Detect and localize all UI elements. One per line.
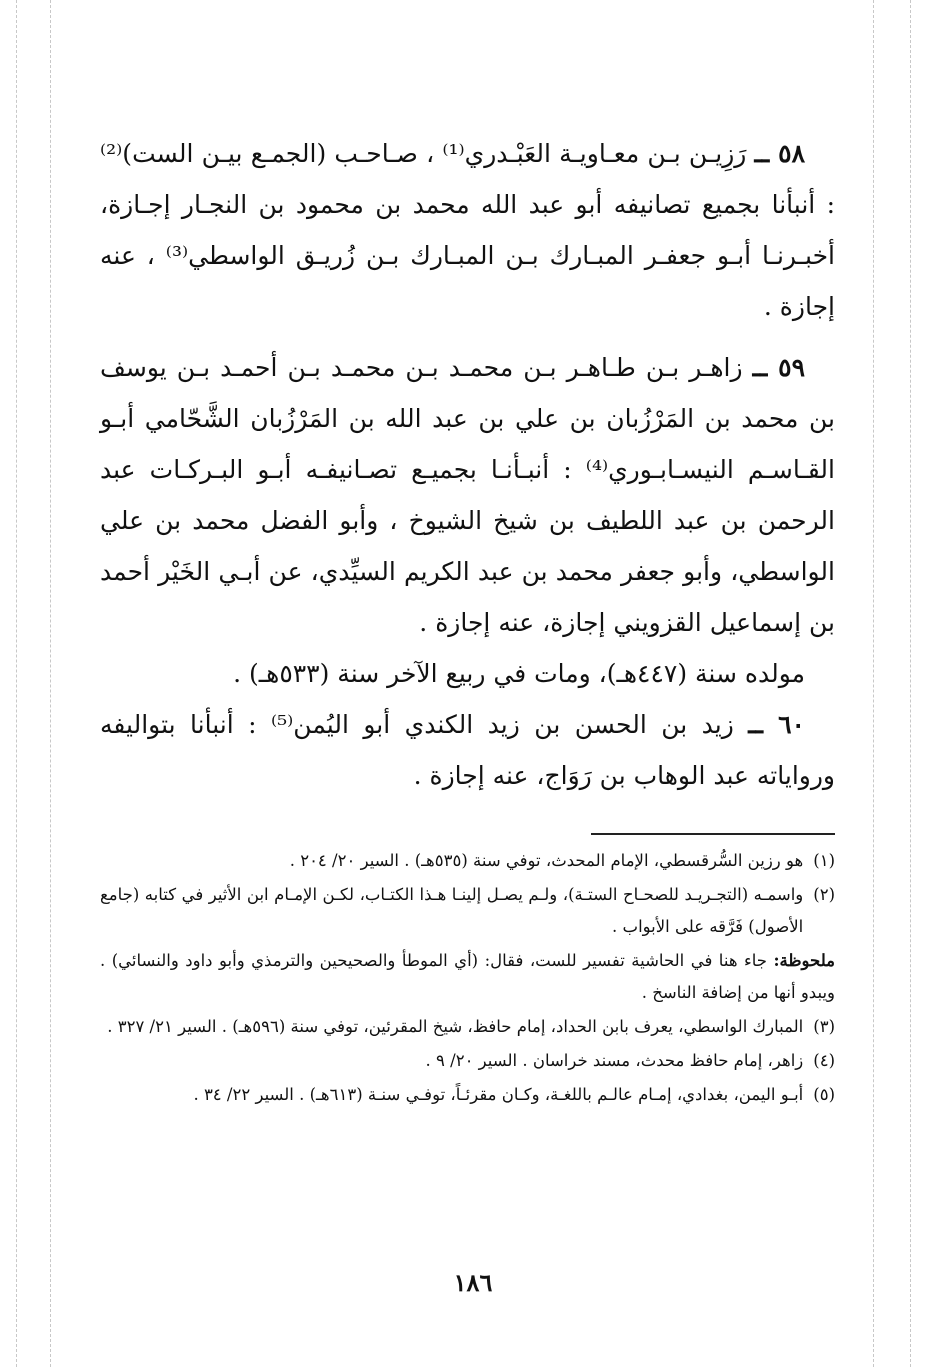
footnote-number: (٣) <box>813 1017 835 1036</box>
entry-number: ٥٩ ــ <box>752 353 805 382</box>
margin-guide-line <box>50 0 51 1367</box>
footnote-text: هو رزين السُّرقسطي، الإمام المحدث، توفي سنة (٥٣٥هـ) . السير ٢٠/ ٢٠٤ . <box>289 851 804 870</box>
main-text <box>100 128 835 801</box>
footnote-number: (٥) <box>813 1085 835 1104</box>
footnote-number: (١) <box>813 851 835 870</box>
footnote-text: واسمـه (التجـريـد للصحـاح الستـة)، ولـم يصـل إلينـا هـذا الكتـاب، لكـن الإمـام ابن الأثير في كتابه (جامع الأصول) فَرَّقه على الأبواب . <box>100 885 804 936</box>
editor-note <box>100 945 835 1009</box>
entry-60 <box>100 699 835 801</box>
footnote-number: (٢) <box>813 885 835 904</box>
margin-guide-line <box>873 0 874 1367</box>
entry-58 <box>100 128 835 332</box>
entry-text: مولده سنة (٤٤٧هـ)، ومات في ربيع الآخر سنة (٥٣٣هـ) . <box>233 659 805 688</box>
entry-number: ٥٨ ــ <box>754 139 805 168</box>
entry-number: ٦٠ ــ <box>748 710 805 739</box>
margin-guide-line <box>910 0 911 1367</box>
footnote-text: أبـو اليمن، بغدادي، إمـام عالـم باللغـة، وكـان مقرئـاً، توفـي سنـة (٦١٣هـ) . السير ٢٢/ ٣٤ . <box>193 1085 804 1104</box>
entry-59 <box>100 342 835 648</box>
footnote-separator <box>591 833 835 835</box>
footnote-number: (٤) <box>813 1051 835 1070</box>
entry-text: رَزِيـن بـن معـاويـة العَبْـدري⁽¹⁾ ، صـاحـب (الجمـع بيـن الست)⁽²⁾ : أنبأنا بجميع تصانيفه أبو عبد الله محمد بن محمود بن النجـار إجـازة، أخبـرنـا أبـو جعفـر المبـارك بـن المبـارك بـن زُريـق الواسطي⁽³⁾ ، عنه إجازة . <box>100 139 835 321</box>
editor-note-text: جاء هنا في الحاشية تفسير للست، فقال: (أي الموطأ والصحيحين والترمذي وأبو داود والنسائي) . ويبدو أنها من إضافة الناسخ . <box>100 951 835 1002</box>
footnote-5 <box>100 1079 835 1111</box>
footnote-2 <box>100 879 835 943</box>
entry-text: زيد بن الحسن بن زيد الكندي أبو اليُمن⁽⁵⁾ : أنبأنا بتواليفه ورواياته عبد الوهاب بن رَوَاج، عنه إجازة . <box>100 710 835 790</box>
editor-note-label: ملحوظة: <box>773 951 836 970</box>
page-number: ١٨٦ <box>453 1268 493 1297</box>
footnote-4 <box>100 1045 835 1077</box>
footnotes <box>100 845 835 1113</box>
footnote-text: المبارك الواسطي، يعرف بابن الحداد، إمام حافظ، شيخ المقرئين، توفي سنة (٥٩٦هـ) . السير ٢١/ ٣٢٧ . <box>107 1017 804 1036</box>
footnote-3 <box>100 1011 835 1043</box>
entry-59-birth-death <box>100 648 835 699</box>
footnote-text: زاهر، إمام حافظ محدث، مسند خراسان . السير ٢٠/ ٩ . <box>425 1051 804 1070</box>
margin-guide-line <box>16 0 17 1367</box>
entry-text: زاهـر بـن طـاهـر بـن محمـد بـن محمـد بـن أحمـد بـن يوسف بن محمد بن المَرْزُبان بن علي بن عبد الله بن المَرْزُبان الشَّحّامي أبـو القـاسـم النيسـابـوري⁽⁴⁾ : أنبـأنـا بجميـع تصـانيفـه أبـو البـركـات عبد الرحمن بن عبد اللطيف بن شيخ الشيوخ ، وأبو الفضل محمد بن علي الواسطي، وأبو جعفر محمد بن عبد الكريم السيِّدي، عن أبـي الخَيْر أحمد بن إسماعيل القزويني إجازة، عنه إجازة . <box>100 353 835 637</box>
footnote-1 <box>100 845 835 877</box>
